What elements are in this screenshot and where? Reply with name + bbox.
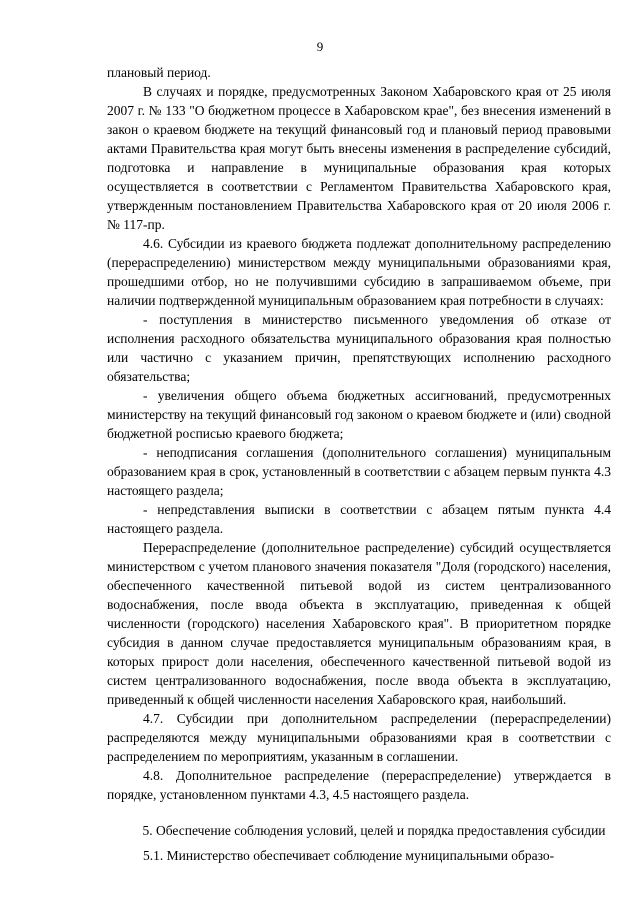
list-item-increase: - увеличения общего объема бюджетных ассигнований, предусмотренных министерству на текущий финансовый год законом о краевом бюджете и (или) сводной бюджетной росписью краевого бюджета; bbox=[107, 388, 611, 441]
paragraph-4-8: 4.8. Дополнительное распределение (перераспределение) утверждается в порядке, установленном пунктами 4.3, 4.5 настоящего раздела. bbox=[107, 768, 611, 802]
paragraph-4-6: 4.6. Субсидии из краевого бюджета подлежат дополнительному распределению (перераспределению) министерством между муниципальными образованиями края, прошедшими отбор, но не получившими субсидию в запрашиваемом объеме, при наличии подтвержденной муниципальным образованием края потребности в случаях: bbox=[107, 236, 611, 308]
list-item-not-signed: - неподписания соглашения (дополнительного соглашения) муниципальным образованием края в срок, установленный в соответствии с абзацем первым пункта 4.3 настоящего раздела; bbox=[107, 445, 611, 498]
document-body bbox=[107, 63, 611, 865]
paragraph-4-7: 4.7. Субсидии при дополнительном распределении (перераспределении) распределяются между муниципальными образованиями края в соответствии с распределением по мероприятиям, указанным в соглашении. bbox=[107, 711, 611, 764]
page-number: 9 bbox=[316, 39, 324, 54]
list-item-notice: - поступления в министерство письменного уведомления об отказе от исполнения расходного обязательства муниципального образования края полностью или частично с указанием причин, препятствующих исполнению расходного обязательства; bbox=[107, 312, 611, 384]
paragraph-5-1: 5.1. Министерство обеспечивает соблюдение муниципальными образо- bbox=[143, 848, 555, 863]
paragraph-continuation: плановый период. bbox=[107, 65, 211, 80]
section-title: 5. Обеспечение соблюдения условий, целей и порядка предоставления субсидии bbox=[142, 823, 606, 838]
list-item-no-statement: - непредставления выписки в соответствии с абзацем пятым пункта 4.4 настоящего раздела. bbox=[107, 502, 611, 536]
paragraph-redistribution: Перераспределение (дополнительное распределение) субсидий осуществляется министерством с учетом планового значения показателя "Доля (городского) населения, обеспеченного качественной питьевой водой из систем централизованного водоснабжения, после ввода объекта в эксплуатацию, приведенная к общей численности (городского) населения Хабаровского края". В приоритетном порядке субсидия в данном случае предоставляется муниципальным образованиям края, в которых прирост доли населения, обеспеченного качественной питьевой водой из систем централизованного водоснабжения, после ввода объекта в эксплуатацию, приведенный к общей численности населения Хабаровского края, наибольший. bbox=[107, 540, 611, 707]
paragraph-budget-law: В случаях и порядке, предусмотренных Законом Хабаровского края от 25 июля 2007 г. № 133 "О бюджетном процессе в Хабаровском крае", без внесения изменений в закон о краевом бюджете на текущий финансовый год и плановый период правовыми актами Правительства края могут быть внесены изменения в распределение субсидий, подготовка и направление в муниципальные образования края которых осуществляется в соответствии с Регламентом Правительства Хабаровского края, утвержденным постановлением Правительства Хабаровского края от 20 июля 2006 г. № 117-пр. bbox=[107, 84, 611, 232]
